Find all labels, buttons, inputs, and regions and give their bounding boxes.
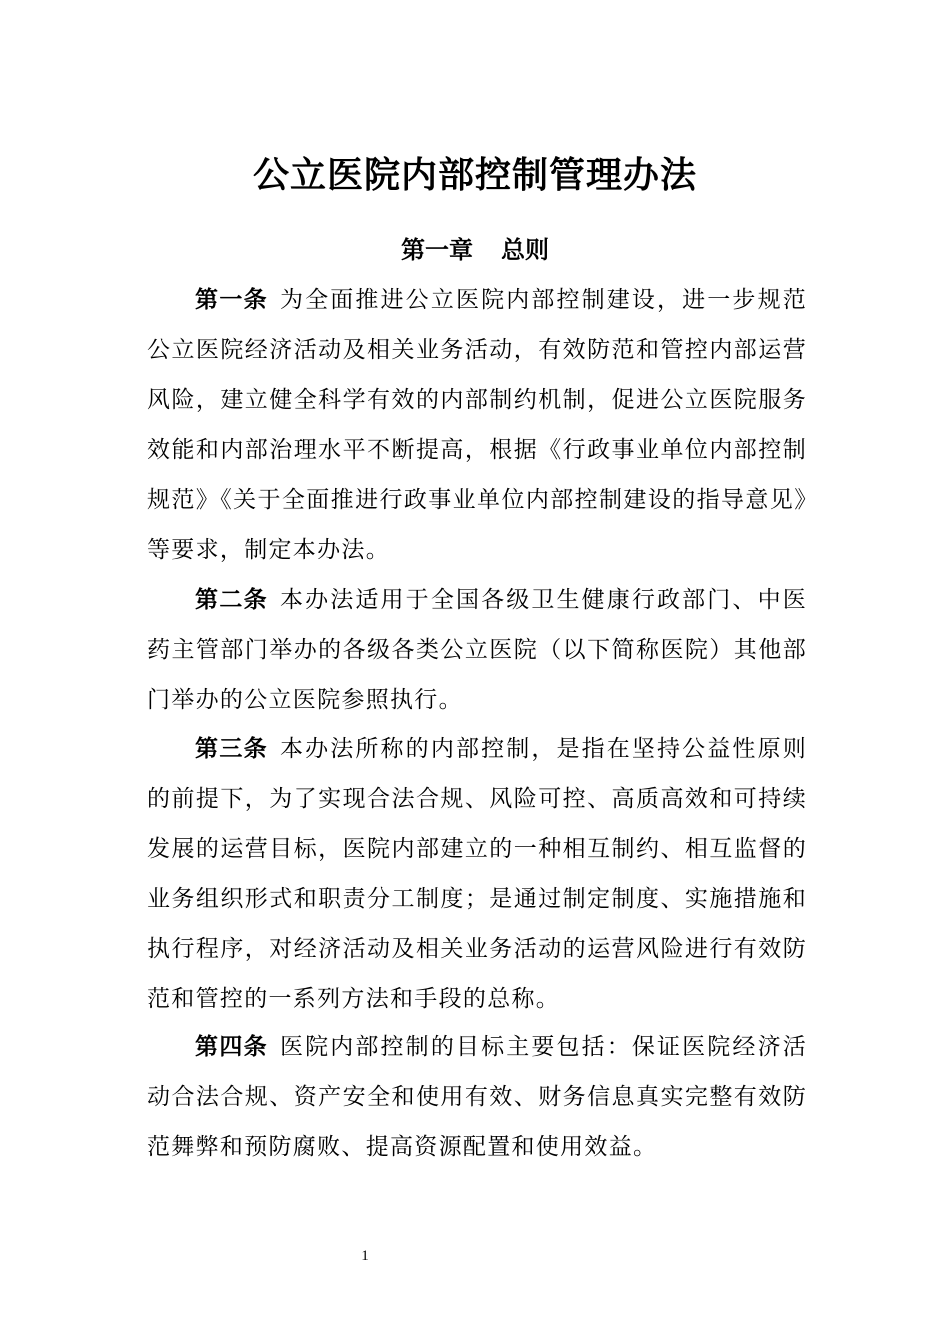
article-text: 本办法所称的内部控制，是指在坚持公益性原则的前提下，为了实现合法合规、风险可控、高质高效和可持续发展的运营目标，医院内部建立的一种相互制约、相互监督的业务组织形式和职责分工制度；是通过制定制度、实施措施和执行程序，对经济活动及相关业务活动的运营风险进行有效防范和管控的一系列方法和手段的总称。 <box>147 736 808 1012</box>
document-title: 公立医院内部控制管理办法 <box>252 155 697 197</box>
article-3 <box>147 724 807 1024</box>
article-label: 第三条 <box>195 736 269 762</box>
article-1 <box>147 275 807 575</box>
article-label: 第四条 <box>195 1034 269 1060</box>
page-number: 1 <box>361 1248 369 1264</box>
article-2 <box>147 575 807 725</box>
article-text: 为全面推进公立医院内部控制建设，进一步规范公立医院经济活动及相关业务活动，有效防范和管控内部运营风险，建立健全科学有效的内部制约机制，促进公立医院服务效能和内部治理水平不断提高，根据《行政事业单位内部控制规范》《关于全面推进行政事业单位内部控制建设的指导意见》等要求，制定本办法。 <box>147 287 808 563</box>
article-text: 医院内部控制的目标主要包括：保证医院经济活动合法合规、资产安全和使用有效、财务信息真实完整有效防范舞弊和预防腐败、提高资源配置和使用效益。 <box>147 1034 808 1160</box>
article-4 <box>147 1022 807 1172</box>
article-label: 第一条 <box>195 287 269 313</box>
article-text: 本办法适用于全国各级卫生健康行政部门、中医药主管部门举办的各级各类公立医院（以下简称医院）其他部门举办的公立医院参照执行。 <box>147 587 808 713</box>
chapter-heading <box>0 232 950 268</box>
chapter-name: 总则 <box>501 236 549 264</box>
chapter-number: 第一章 <box>401 236 473 264</box>
article-label: 第二条 <box>195 587 269 613</box>
